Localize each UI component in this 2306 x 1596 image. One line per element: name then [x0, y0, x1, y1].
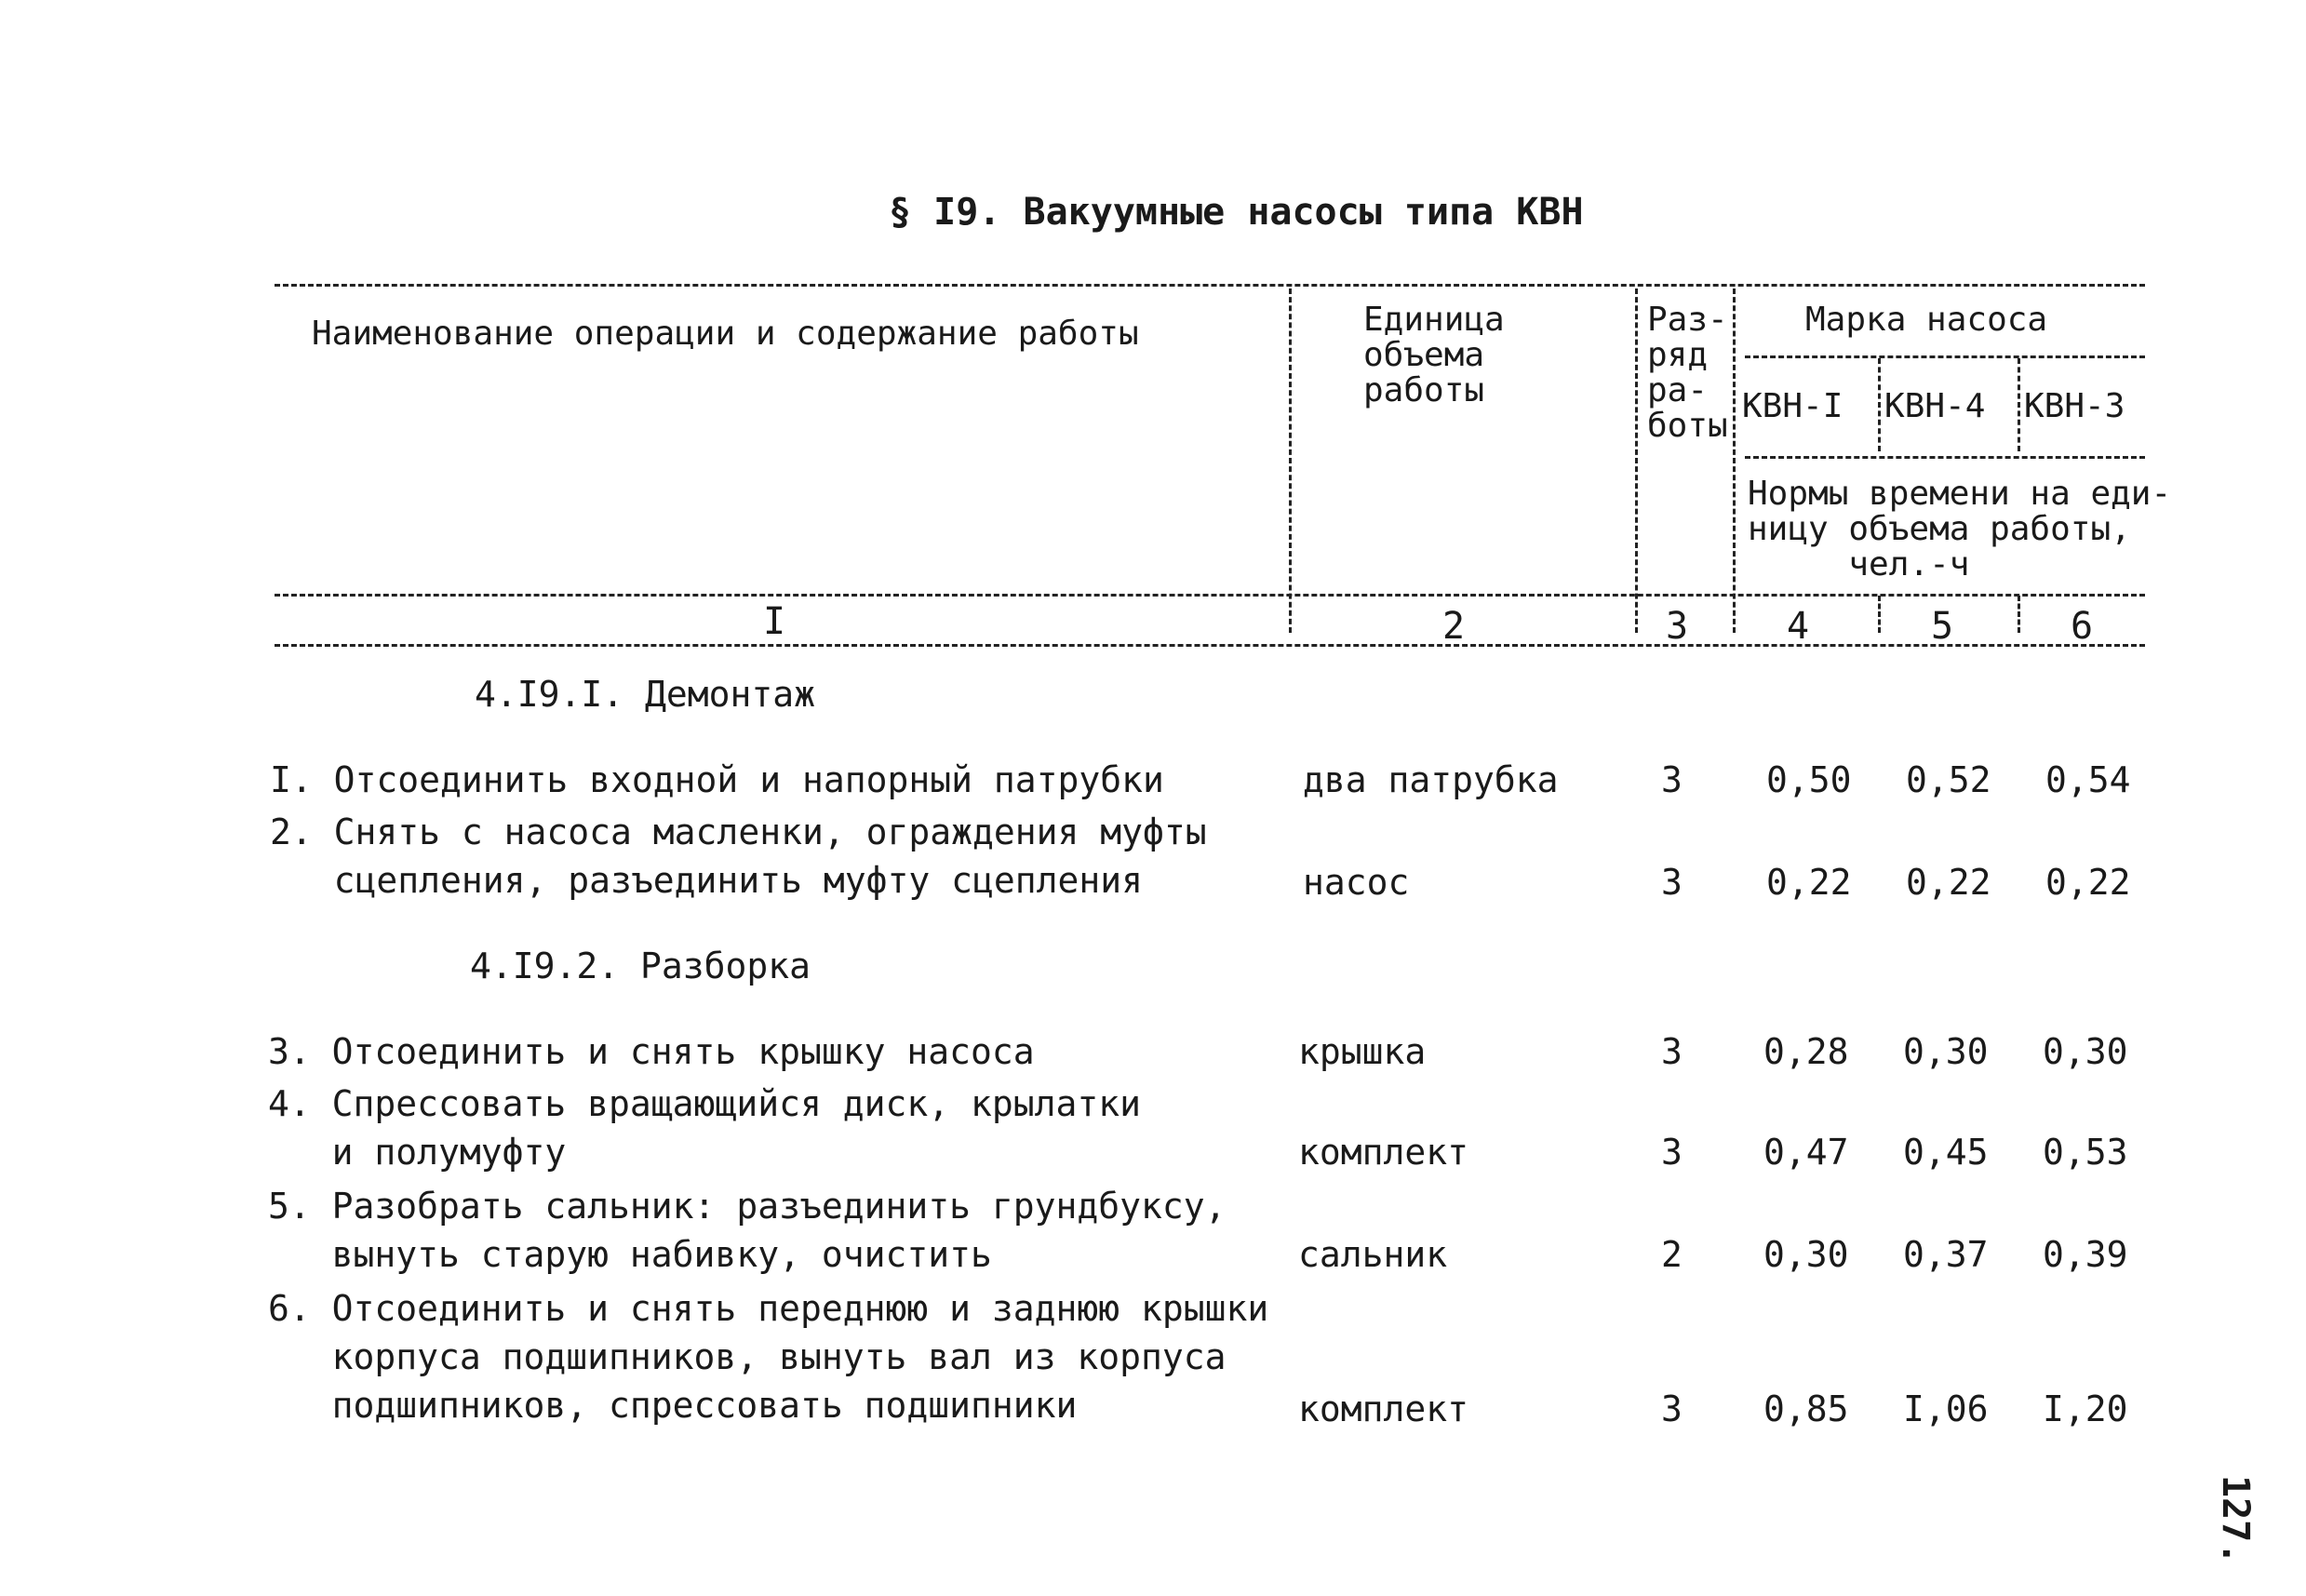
col-number-4: 4: [1787, 605, 1810, 648]
row-value-kvn4: 0,45: [1903, 1132, 1989, 1173]
row-value-kvn3: 0,53: [2043, 1132, 2128, 1173]
col-number-6: 6: [2071, 605, 2094, 648]
col-number-5: 5: [1931, 605, 1954, 648]
header-bottom-rule: [275, 594, 2145, 597]
row-operation: I. Отсоединить входной и напорный патрубки: [270, 759, 1164, 800]
row-value-kvn4: I,06: [1903, 1388, 1989, 1429]
row-value-kvn4: 0,30: [1903, 1031, 1989, 1072]
row-value-kvn1: 0,47: [1763, 1132, 1849, 1173]
row-operation: 2. Снять с насоса масленки, ограждения муфты сцепления, разъединить муфту сцепления: [270, 811, 1207, 901]
numbers-bottom-rule: [275, 644, 2145, 647]
row-value-kvn3: I,20: [2043, 1388, 2128, 1429]
header-grade: Раз- ряд ра- боты: [1647, 301, 1728, 445]
page-number: 127.: [2214, 1475, 2257, 1565]
row-value-kvn3: 0,22: [2045, 862, 2131, 903]
row-value-kvn1: 0,28: [1763, 1031, 1849, 1072]
row-grade: 3: [1661, 1031, 1683, 1072]
col-sep-4a: [1878, 358, 1881, 451]
row-operation: 3. Отсоединить и снять крышку насоса: [268, 1031, 1035, 1072]
header-norms: Нормы времени на еди- ницу объема работы, чел.-ч: [1748, 475, 2172, 583]
header-brand-kvn3: КВН-3: [2024, 387, 2125, 425]
row-grade: 3: [1661, 862, 1683, 903]
col-sep-5a: [2018, 358, 2020, 451]
row-value-kvn4: 0,52: [1906, 759, 1991, 800]
row-unit: два патрубка: [1303, 759, 1559, 800]
row-value-kvn1: 0,22: [1766, 862, 1852, 903]
row-unit: комплект: [1298, 1132, 1469, 1173]
row-value-kvn4: 0,22: [1906, 862, 1991, 903]
header-brand-group: Марка насоса: [1805, 301, 2048, 339]
brand-divider-rule: [1745, 355, 2145, 358]
header-brand-kvn4: КВН-4: [1884, 387, 1986, 425]
row-unit: сальник: [1298, 1234, 1448, 1275]
row-grade: 3: [1661, 1132, 1683, 1173]
header-top-rule: [275, 284, 2145, 287]
row-value-kvn1: 0,85: [1763, 1388, 1849, 1429]
row-operation: 5. Разобрать сальник: разъединить грундбуксу, вынуть старую набивку, очистить: [268, 1186, 1227, 1275]
col-number-1: I: [763, 600, 786, 643]
row-value-kvn3: 0,54: [2045, 759, 2131, 800]
header-operation: Наименование операции и содержание работы: [312, 315, 1139, 353]
row-value-kvn1: 0,50: [1766, 759, 1852, 800]
row-operation: 4. Спрессовать вращающийся диск, крылатки и полумуфту: [268, 1083, 1141, 1173]
col-number-3: 3: [1666, 605, 1689, 648]
col-sep-1: [1289, 288, 1292, 633]
row-operation: 6. Отсоединить и снять переднюю и заднюю крышки корпуса подшипников, вынуть вал из корпуса подшипников, спрессовать подшипники: [268, 1288, 1269, 1426]
section-heading: 4.I9.2. Разборка: [470, 946, 811, 986]
col-number-2: 2: [1442, 605, 1466, 648]
header-unit: Единица объема работы: [1363, 301, 1505, 409]
row-value-kvn3: 0,39: [2043, 1234, 2128, 1275]
row-value-kvn3: 0,30: [2043, 1031, 2128, 1072]
col-sep-2: [1635, 288, 1638, 633]
header-brand-kvn1: КВН-I: [1742, 387, 1843, 425]
col-sep-4b: [1878, 596, 1881, 633]
col-sep-5b: [2018, 596, 2020, 633]
col-sep-3: [1733, 288, 1736, 633]
section-heading: 4.I9.I. Демонтаж: [475, 674, 816, 715]
row-unit: комплект: [1298, 1388, 1469, 1429]
row-value-kvn1: 0,30: [1763, 1234, 1849, 1275]
row-value-kvn4: 0,37: [1903, 1234, 1989, 1275]
section-title: § I9. Вакуумные насосы типа КВН: [889, 191, 1584, 234]
row-grade: 3: [1661, 1388, 1683, 1429]
row-unit: насос: [1303, 862, 1410, 903]
row-grade: 2: [1661, 1234, 1683, 1275]
row-grade: 3: [1661, 759, 1683, 800]
row-unit: крышка: [1298, 1031, 1427, 1072]
brand-bottom-rule: [1745, 456, 2145, 459]
